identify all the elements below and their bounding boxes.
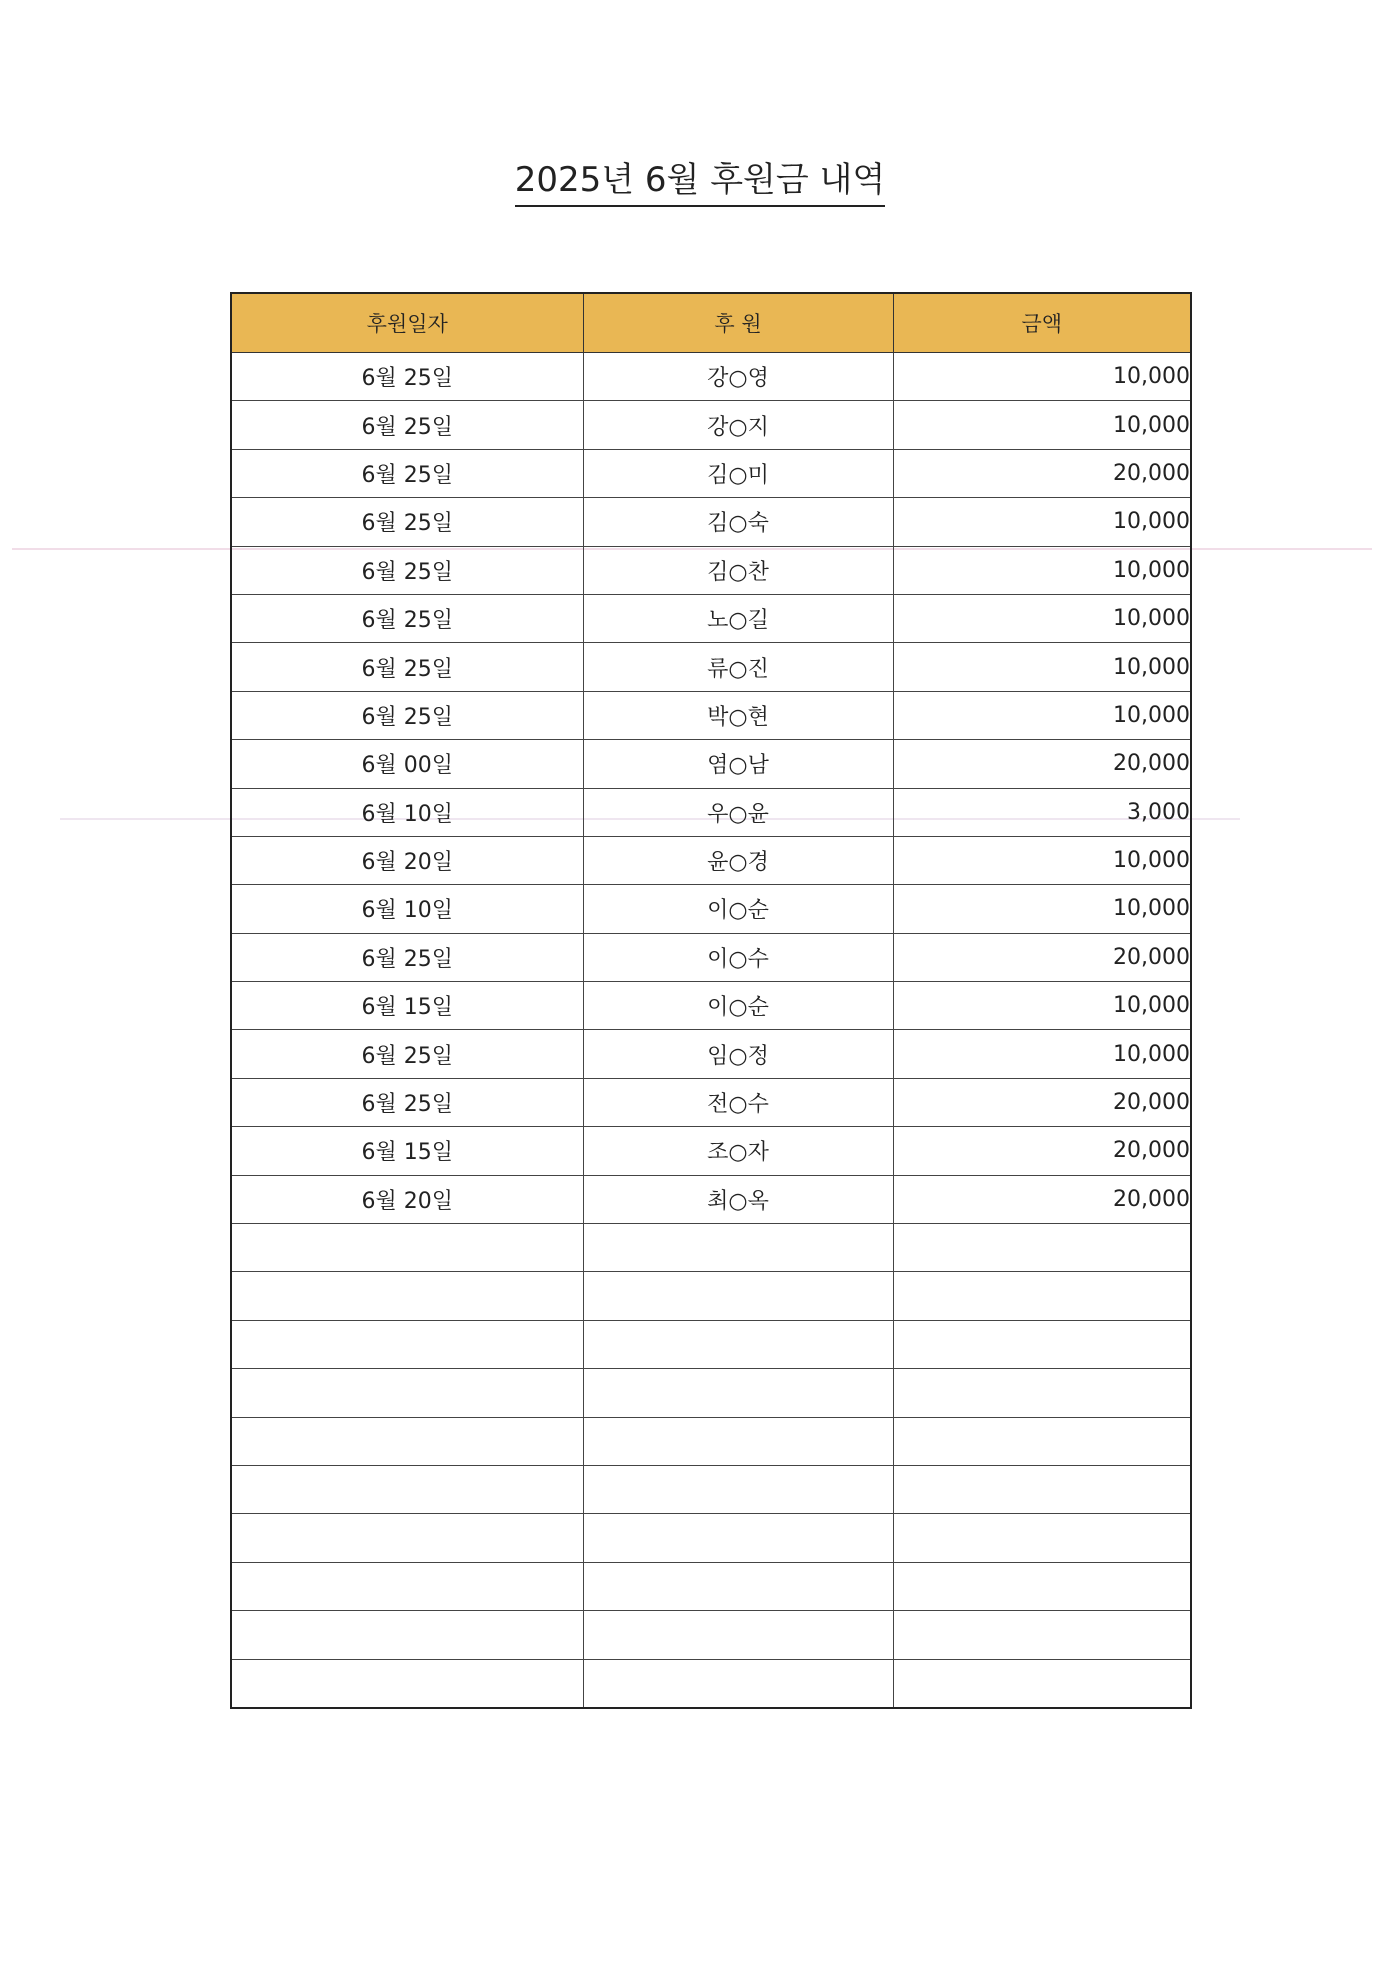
sponsor-cell: 강○지 bbox=[583, 401, 893, 449]
table-row bbox=[231, 1562, 1191, 1610]
date-cell bbox=[231, 1562, 583, 1610]
table-header-row bbox=[231, 293, 1191, 353]
table-row bbox=[231, 691, 1191, 739]
sponsor-cell bbox=[583, 1659, 893, 1708]
sponsor-cell: 강○영 bbox=[583, 353, 893, 401]
date-cell: 6월 25일 bbox=[231, 1030, 583, 1078]
amount-cell: 20,000 bbox=[893, 449, 1191, 497]
sponsor-cell: 이○순 bbox=[583, 982, 893, 1030]
date-cell bbox=[231, 1272, 583, 1320]
amount-cell bbox=[893, 1369, 1191, 1417]
sponsor-cell: 김○미 bbox=[583, 449, 893, 497]
amount-cell: 10,000 bbox=[893, 982, 1191, 1030]
amount-cell bbox=[893, 1562, 1191, 1610]
amount-cell: 10,000 bbox=[893, 594, 1191, 642]
amount-cell bbox=[893, 1417, 1191, 1465]
date-cell: 6월 25일 bbox=[231, 353, 583, 401]
date-cell: 6월 25일 bbox=[231, 449, 583, 497]
date-cell: 6월 25일 bbox=[231, 933, 583, 981]
amount-cell: 20,000 bbox=[893, 740, 1191, 788]
amount-cell: 20,000 bbox=[893, 1078, 1191, 1126]
amount-cell bbox=[893, 1659, 1191, 1708]
table-row bbox=[231, 740, 1191, 788]
sponsor-cell bbox=[583, 1465, 893, 1513]
table-row bbox=[231, 401, 1191, 449]
table-row bbox=[231, 1030, 1191, 1078]
amount-cell: 10,000 bbox=[893, 546, 1191, 594]
sponsor-cell: 전○수 bbox=[583, 1078, 893, 1126]
table-row bbox=[231, 1224, 1191, 1272]
sponsor-cell bbox=[583, 1514, 893, 1562]
date-cell: 6월 15일 bbox=[231, 982, 583, 1030]
date-cell: 6월 25일 bbox=[231, 1078, 583, 1126]
sponsor-cell: 김○숙 bbox=[583, 498, 893, 546]
header-sponsor: 후 원 bbox=[583, 293, 893, 353]
date-cell bbox=[231, 1465, 583, 1513]
amount-cell: 10,000 bbox=[893, 401, 1191, 449]
amount-cell bbox=[893, 1514, 1191, 1562]
table-row bbox=[231, 788, 1191, 836]
date-cell: 6월 25일 bbox=[231, 498, 583, 546]
page-title bbox=[0, 152, 1400, 207]
table-row bbox=[231, 1272, 1191, 1320]
amount-cell: 3,000 bbox=[893, 788, 1191, 836]
date-cell: 6월 25일 bbox=[231, 594, 583, 642]
date-cell: 6월 10일 bbox=[231, 788, 583, 836]
sponsor-cell bbox=[583, 1272, 893, 1320]
sponsor-cell: 김○찬 bbox=[583, 546, 893, 594]
sponsor-cell: 윤○경 bbox=[583, 836, 893, 884]
table-row bbox=[231, 933, 1191, 981]
amount-cell bbox=[893, 1465, 1191, 1513]
amount-cell: 10,000 bbox=[893, 885, 1191, 933]
table-row bbox=[231, 449, 1191, 497]
date-cell: 6월 25일 bbox=[231, 546, 583, 594]
table-row bbox=[231, 1369, 1191, 1417]
amount-cell: 10,000 bbox=[893, 643, 1191, 691]
table-row bbox=[231, 885, 1191, 933]
table-row bbox=[231, 1320, 1191, 1368]
amount-cell: 20,000 bbox=[893, 1175, 1191, 1223]
sponsor-cell: 조○자 bbox=[583, 1127, 893, 1175]
table-row bbox=[231, 1417, 1191, 1465]
sponsor-cell: 박○현 bbox=[583, 691, 893, 739]
date-cell: 6월 25일 bbox=[231, 691, 583, 739]
sponsor-cell: 노○길 bbox=[583, 594, 893, 642]
date-cell: 6월 10일 bbox=[231, 885, 583, 933]
table-row bbox=[231, 498, 1191, 546]
amount-cell: 20,000 bbox=[893, 933, 1191, 981]
table-row bbox=[231, 1611, 1191, 1659]
table-row bbox=[231, 594, 1191, 642]
date-cell: 6월 25일 bbox=[231, 401, 583, 449]
table-row bbox=[231, 546, 1191, 594]
date-cell bbox=[231, 1514, 583, 1562]
donation-table bbox=[230, 292, 1192, 1709]
sponsor-cell: 류○진 bbox=[583, 643, 893, 691]
date-cell: 6월 00일 bbox=[231, 740, 583, 788]
table-row bbox=[231, 1514, 1191, 1562]
date-cell: 6월 25일 bbox=[231, 643, 583, 691]
sponsor-cell bbox=[583, 1320, 893, 1368]
table-row bbox=[231, 1465, 1191, 1513]
date-cell bbox=[231, 1224, 583, 1272]
table-row bbox=[231, 1175, 1191, 1223]
date-cell: 6월 15일 bbox=[231, 1127, 583, 1175]
date-cell bbox=[231, 1611, 583, 1659]
sponsor-cell: 최○옥 bbox=[583, 1175, 893, 1223]
amount-cell: 10,000 bbox=[893, 353, 1191, 401]
date-cell bbox=[231, 1320, 583, 1368]
header-amount: 금액 bbox=[893, 293, 1191, 353]
date-cell bbox=[231, 1369, 583, 1417]
table-row bbox=[231, 1659, 1191, 1708]
amount-cell: 10,000 bbox=[893, 498, 1191, 546]
sponsor-cell bbox=[583, 1417, 893, 1465]
table-row bbox=[231, 353, 1191, 401]
amount-cell: 10,000 bbox=[893, 836, 1191, 884]
sponsor-cell: 염○남 bbox=[583, 740, 893, 788]
table-row bbox=[231, 836, 1191, 884]
sponsor-cell: 우○윤 bbox=[583, 788, 893, 836]
date-cell: 6월 20일 bbox=[231, 1175, 583, 1223]
sponsor-cell: 이○수 bbox=[583, 933, 893, 981]
sponsor-cell: 이○순 bbox=[583, 885, 893, 933]
table-row bbox=[231, 1127, 1191, 1175]
sponsor-cell bbox=[583, 1611, 893, 1659]
table-row bbox=[231, 643, 1191, 691]
table-row bbox=[231, 1078, 1191, 1126]
sponsor-cell bbox=[583, 1369, 893, 1417]
amount-cell bbox=[893, 1224, 1191, 1272]
amount-cell bbox=[893, 1272, 1191, 1320]
date-cell: 6월 20일 bbox=[231, 836, 583, 884]
page-title-text: 2025년 6월 후원금 내역 bbox=[515, 152, 886, 207]
date-cell bbox=[231, 1417, 583, 1465]
amount-cell bbox=[893, 1320, 1191, 1368]
amount-cell: 20,000 bbox=[893, 1127, 1191, 1175]
table-row bbox=[231, 982, 1191, 1030]
sponsor-cell bbox=[583, 1224, 893, 1272]
header-date: 후원일자 bbox=[231, 293, 583, 353]
amount-cell: 10,000 bbox=[893, 691, 1191, 739]
date-cell bbox=[231, 1659, 583, 1708]
amount-cell bbox=[893, 1611, 1191, 1659]
amount-cell: 10,000 bbox=[893, 1030, 1191, 1078]
sponsor-cell: 임○정 bbox=[583, 1030, 893, 1078]
sponsor-cell bbox=[583, 1562, 893, 1610]
